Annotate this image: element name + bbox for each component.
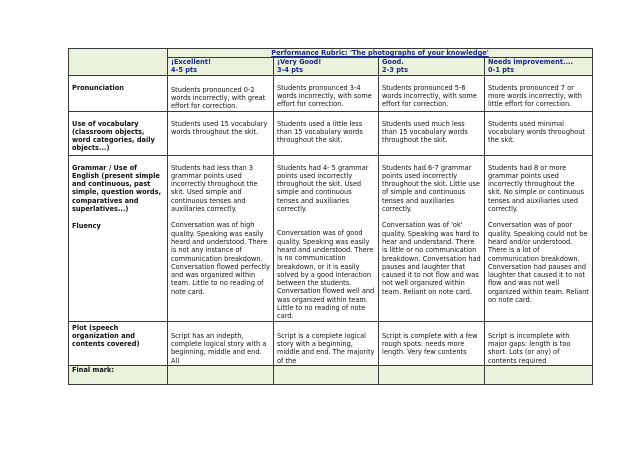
table-row-pronunciation bbox=[69, 75, 593, 111]
rubric-cell: Students pronounced 3-4 words incorrectly, with some effort for correction. bbox=[274, 75, 379, 111]
final-mark-cell bbox=[379, 365, 485, 384]
final-mark-cell bbox=[274, 365, 379, 384]
level-header-needs-improvement bbox=[485, 58, 593, 76]
table-row-plot bbox=[69, 321, 593, 365]
table-row-grammar-fluency bbox=[69, 155, 593, 321]
final-mark-label: Final mark: bbox=[69, 365, 168, 384]
level-points: 2-3 pts bbox=[382, 66, 409, 75]
rubric-cell: Script is a complete logical story with a beginning, middle and end. The majority of the bbox=[274, 321, 379, 365]
grammar-text: Students had 8 or more grammar points used incorrectly throughout the skit. No simple or continuous tenses and auxiliaries used correctly. bbox=[488, 163, 584, 214]
criterion-plot: Plot (speech organization and contents covered) bbox=[69, 321, 168, 365]
table-row-vocabulary bbox=[69, 111, 593, 155]
rubric-cell bbox=[168, 155, 274, 321]
rubric-cell bbox=[274, 155, 379, 321]
rubric-cell: Students used 15 vocabulary words throughout the skit. bbox=[168, 111, 274, 155]
title-spacer bbox=[69, 49, 168, 58]
level-name: Good. bbox=[382, 58, 404, 66]
rubric-cell: Script is complete with a few rough spots: needs more length. Very few contents bbox=[379, 321, 485, 365]
fluency-text: Conversation was of high quality. Speaking was easily heard and understood. There is not any instance of communication breakdown. Conversation flowed perfectly and was organized within team. Little to no reading of note card. bbox=[171, 221, 270, 296]
rubric-cell: Script has an indepth, complete logical story with a beginning, middle and end. All bbox=[168, 321, 274, 365]
level-name: Needs improvement.... bbox=[488, 58, 574, 66]
fluency-text: Conversation was of 'ok' quality. Speaking was hard to hear and understand. There is little or no communication breakdown. Conversation had pauses and laughter that caused it to not flow and was not well organized within team. Reliant on note card. bbox=[382, 221, 481, 296]
rubric-table bbox=[68, 48, 593, 385]
levels-header-row bbox=[69, 58, 593, 76]
grammar-text: Students had less than 3 grammar points used incorrectly throughout the skit. Used simple and continuous tenses and auxiliaries correctly. bbox=[171, 163, 258, 214]
level-points: 4-5 pts bbox=[171, 66, 198, 75]
grammar-text: Students had 6-7 grammar points used incorrectly throughout the skit. Little use of simple and continuous tenses and auxiliaries correctly. bbox=[382, 163, 480, 214]
rubric-cell bbox=[485, 155, 593, 321]
level-header-very-good bbox=[274, 58, 379, 76]
criterion-fluency-label: Fluency bbox=[72, 222, 101, 231]
criterion-vocabulary: Use of vocabulary (classroom objects, word categories, daily objects...) bbox=[69, 111, 168, 155]
level-name: ¡Excellent! bbox=[171, 58, 211, 66]
rubric-cell: Students pronounced 0-2 words incorrectly, with great effort for correction. bbox=[168, 75, 274, 111]
level-points: 0-1 pts bbox=[488, 66, 515, 75]
criterion-grammar-label: Grammar / Use of English (present simple and continuous, past simple, question words, comparatives and superlatives...) bbox=[72, 163, 162, 214]
level-header-excellent bbox=[168, 58, 274, 76]
grammar-text: Students had 4- 5 grammar points used incorrectly throughout the skit. Used simple and continuous tenses and auxiliaries correctly. bbox=[277, 163, 369, 214]
level-header-good bbox=[379, 58, 485, 76]
fluency-text: Conversation was of poor quality. Speaking could not be heard and/or understood. There is a lot of communication breakdown. Conversation had pauses and laughter that caused it to not flow and was not well organized within team. Reliant on note card. bbox=[488, 221, 589, 305]
title-row bbox=[69, 49, 593, 58]
final-mark-cell bbox=[168, 365, 274, 384]
rubric-cell: Students pronounced 7 or more words incorrectly, with little effort for correction. bbox=[485, 75, 593, 111]
level-name: ¡Very Good! bbox=[277, 58, 322, 66]
rubric-cell bbox=[379, 155, 485, 321]
rubric-cell: Script is incomplete with major gaps: length is too short. Lots (or any) of contents required bbox=[485, 321, 593, 365]
criterion-pronunciation: Pronunciation bbox=[69, 75, 168, 111]
final-mark-cell bbox=[485, 365, 593, 384]
rubric-cell: Students pronounced 5-6 words incorrectly, with some effort for correction. bbox=[379, 75, 485, 111]
rubric-cell: Students used much less than 15 vocabulary words throughout the skit. bbox=[379, 111, 485, 155]
level-points: 3-4 pts bbox=[277, 66, 304, 75]
final-mark-row bbox=[69, 365, 593, 384]
fluency-text: Conversation was of good quality. Speaking was easily heard and understood. There is no communication breakdown, or it is easily solved by a good interaction between the students. Conversation flowed well and was organized within team. Little to no reading of note card. bbox=[277, 229, 375, 321]
rubric-title: Performance Rubric: 'The photographs of your knowledge' bbox=[168, 49, 593, 58]
rubric-cell: Students used a little less than 15 vocabulary words throughout the skit. bbox=[274, 111, 379, 155]
rubric-cell: Students used minimal vocabulary words throughout the skit. bbox=[485, 111, 593, 155]
criterion-grammar bbox=[69, 155, 168, 321]
header-empty-cell bbox=[69, 58, 168, 76]
rubric-sheet bbox=[68, 48, 592, 374]
